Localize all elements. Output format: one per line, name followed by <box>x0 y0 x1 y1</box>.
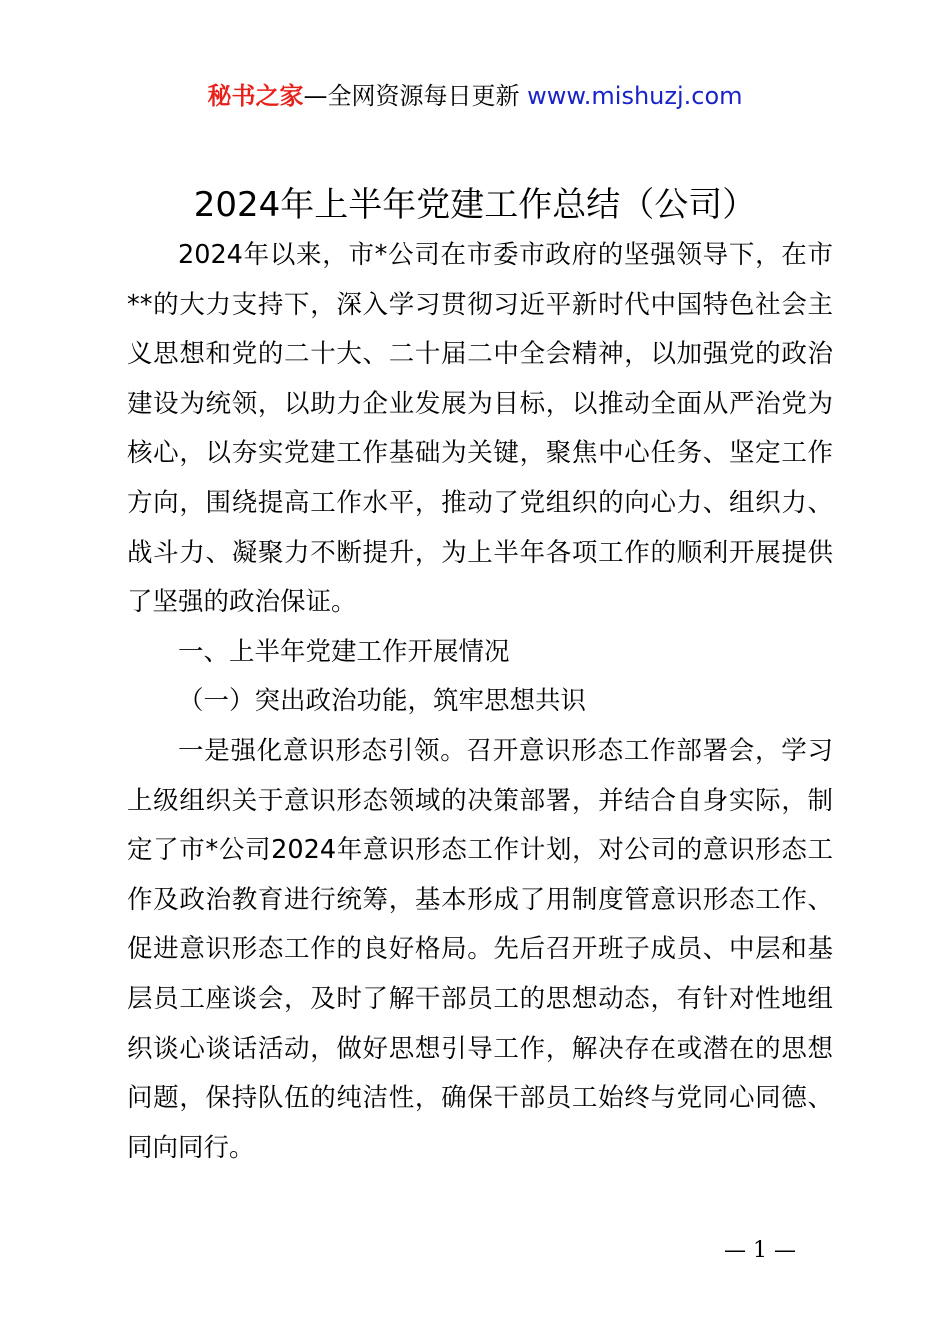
page-number: — 1 — <box>724 1238 796 1263</box>
intro-paragraph: 2024年以来，市*公司在市委市政府的坚强领导下，在市**的大力支持下，深入学习贯彻习近平新时代中国特色社会主义思想和党的二十大、二十届二中全会精神，以加强党的政治建设为统领，以助力企业发展为目标，以推动全面从严治党为核心，以夯实党建工作基础为关键，聚焦中心任务、坚定工作方向，围绕提高工作水平，推动了党组织的向心力、组织力、战斗力、凝聚力不断提升，为上半年各项工作的顺利开展提供了坚强的政治保证。 <box>127 240 833 618</box>
site-banner <box>0 80 950 112</box>
document-title: 2024年上半年党建工作总结（公司） <box>193 185 757 225</box>
body-paragraph: 一是强化意识形态引领。召开意识形态工作部署会，学习上级组织关于意识形态领域的决策部署，并结合自身实际，制定了市*公司2024年意识形态工作计划，对公司的意识形态工作及政治教育进行统筹，基本形成了用制度管意识形态工作、促进意识形态工作的良好格局。先后召开班子成员、中层和基层员工座谈会，及时了解干部员工的思想动态，有针对性地组织谈心谈话活动，做好思想引导工作，解决存在或潜在的思想问题，保持队伍的纯洁性，确保干部员工始终与党同心同德、同向同行。 <box>127 735 833 1163</box>
subsection-heading: （一）突出政治功能，筑牢思想共识 <box>178 686 587 717</box>
brand-name: 秘书之家 <box>207 82 304 110</box>
document-body <box>127 231 833 1173</box>
section-heading: 一、上半年党建工作开展情况 <box>178 636 510 667</box>
banner-tagline: —全网资源每日更新 <box>303 82 528 110</box>
site-url-link[interactable]: www.mishuzj.com <box>527 82 743 110</box>
